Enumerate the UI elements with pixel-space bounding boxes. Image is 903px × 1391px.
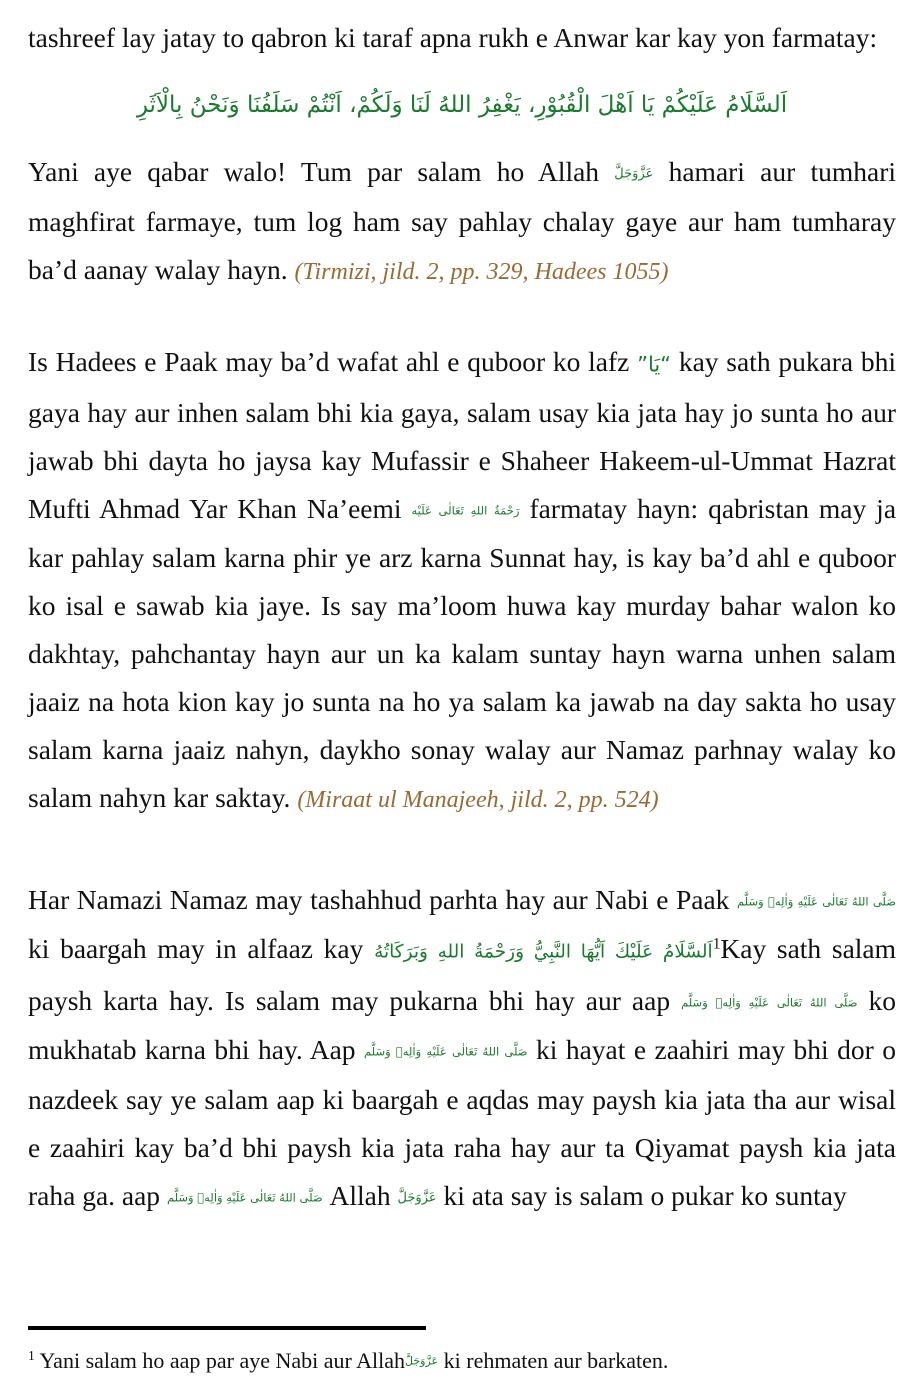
footnote-text bbox=[28, 1346, 896, 1377]
body-text-column bbox=[28, 14, 896, 1222]
tashahhud-text-2: ki baargah may in alfaaz kay bbox=[28, 933, 364, 965]
explanation-text-3: farmatay hayn: qabristan may ja kar pahlay salam karna phir ye arz karna Sunnat hay, is kay ba’d ahl e quboor ko isal e sawab kia jaye. Is say ma’loom huwa kay murday bahar walon ko dakhtay, pahchantay hayn aur un ka kalam suntay hayn warna unhen salam jaaiz na hota kion kay jo sunta na ho ya salam ka jawab na day sakta ho usay salam karna jaaiz nahyn, daykho sonay walay aur Namaz parhnay walay ko salam nahyn kar saktay. bbox=[28, 492, 897, 814]
honorific-sallallahu-alaihi-wasallam-icon-2: صَلَّى اللهُ تَعَالٰی عَلَيْهِ وَاٰلِهٖ وَسَلَّم bbox=[681, 995, 858, 1010]
explanation-text-1: Is Hadees e Paak may ba’d wafat ahl e quboor ko lafz bbox=[28, 346, 630, 378]
tashahhud-text-1: Har Namazi Namaz may tashahhud parhta hay aur Nabi e Paak bbox=[28, 884, 730, 916]
translation-text-1: Yani aye qabar walo! Tum par salam ho Allah bbox=[28, 156, 600, 187]
paragraph-translation bbox=[28, 148, 896, 296]
translation-text-2: hamari aur tumhari maghfirat farmaye, tum log ham say pahlay chalay gaye aur ham tumharay ba’d aanay walay hayn. bbox=[28, 156, 897, 286]
spacer bbox=[28, 296, 896, 338]
citation-miraat-ul-manajeeh: (Miraat ul Manajeeh, jild. 2, pp. 524) bbox=[297, 787, 659, 814]
tashahhud-text-3: Kay sath salam paysh karta hay. Is salam may pukarna bhi hay aur aap bbox=[28, 933, 897, 1017]
arabic-word-ya: “يَا” bbox=[637, 352, 672, 377]
arabic-quote-hadees: اَلسَّلَامُ عَلَيْكُمْ يَا اَهْلَ الْقُبُوْرِ، يَغْفِرُ اللهُ لَنَا وَلَكُمْ، اَنْتُمْ سَلَفُنَا وَنَحْنُ بِالْاَثَرِ bbox=[136, 92, 788, 118]
tashahhud-text-5: ki hayat e zaahiri may bhi dor o nazdeek say ye salam aap ki baargah e aqdas may paysh kia jata tha aur wisal e zaahiri kay ba’d bhi paysh kia jata raha hay aur ta Qiyamat paysh kia jata raha ga. aap bbox=[28, 1034, 896, 1211]
citation-tirmizi: (Tirmizi, jild. 2, pp. 329, Hadees 1055) bbox=[294, 259, 669, 286]
paragraph-explanation bbox=[28, 338, 896, 824]
footnote-separator-rule bbox=[28, 1326, 426, 1330]
paragraph-tashahhud bbox=[28, 876, 896, 1222]
tashahhud-text-7: ki ata say is salam o pukar ko suntay bbox=[443, 1179, 847, 1211]
tashahhud-text-4: ko mukhatab karna bhi hay. Aap bbox=[28, 985, 897, 1066]
explanation-text-2: kay sath pukara bhi gaya hay aur inhen salam bhi kia gaya, salam usay kia jata hay jo sunta ho aur jawab bhi dayta ho jaysa kay Mufassir e Shaheer Hakeem-ul-Ummat Hazrat Mufti Ahmad Yar Khan Na’eemi bbox=[28, 346, 897, 524]
paragraph-intro bbox=[28, 14, 896, 62]
honorific-sallallahu-alaihi-wasallam-icon-4: صَلَّى اللهُ تَعَالٰی عَلَيْهِ وَاٰلِهٖ وَسَلَّم bbox=[166, 1190, 323, 1205]
footnote-number: 1 bbox=[28, 1347, 35, 1363]
spacer bbox=[28, 128, 896, 148]
honorific-azzawajal-icon-3: عَزَّوَجَلَّ bbox=[405, 1354, 439, 1368]
honorific-sallallahu-alaihi-wasallam-icon-1: صَلَّى اللهُ تَعَالٰی عَلَيْهِ وَاٰلِهٖ وَسَلَّم bbox=[736, 894, 896, 909]
honorific-sallallahu-alaihi-wasallam-icon-3: صَلَّى اللهُ تَعَالٰی عَلَيْهِ وَاٰلِهٖ وَسَلَّم bbox=[363, 1044, 528, 1059]
footnote-text-2: ki rehmaten aur barkaten. bbox=[443, 1348, 669, 1373]
arabic-phrase-salam-nabi: اَلسَّلَامُ عَلَيْكَ اَيُّهَا النَّبِيُّ وَرَحْمَةُ اللهِ وَبَرَكَاتُهُ bbox=[374, 942, 713, 964]
tashahhud-text-6: Allah bbox=[329, 1179, 391, 1211]
honorific-azzawajal-icon-2: عَزَّوَجَلَّ bbox=[397, 1190, 437, 1206]
footnote-reference-marker: 1 bbox=[712, 935, 721, 953]
footnote-area bbox=[28, 1326, 896, 1377]
honorific-rahmatullah-alaih-icon: رَحْمَةُ اللهِ تَعَالٰی عَلَيْه bbox=[411, 503, 520, 518]
paragraph-intro-text: tashreef lay jatay to qabron ki taraf apna rukh e Anwar kar kay yon farmatay: bbox=[28, 22, 878, 53]
spacer bbox=[28, 824, 896, 876]
footnote-text-1: Yani salam ho aap par aye Nabi aur Allah bbox=[39, 1348, 406, 1373]
spacer bbox=[28, 62, 896, 82]
honorific-azzawajal-icon: عَزَّوَجَلَّ bbox=[614, 166, 654, 182]
